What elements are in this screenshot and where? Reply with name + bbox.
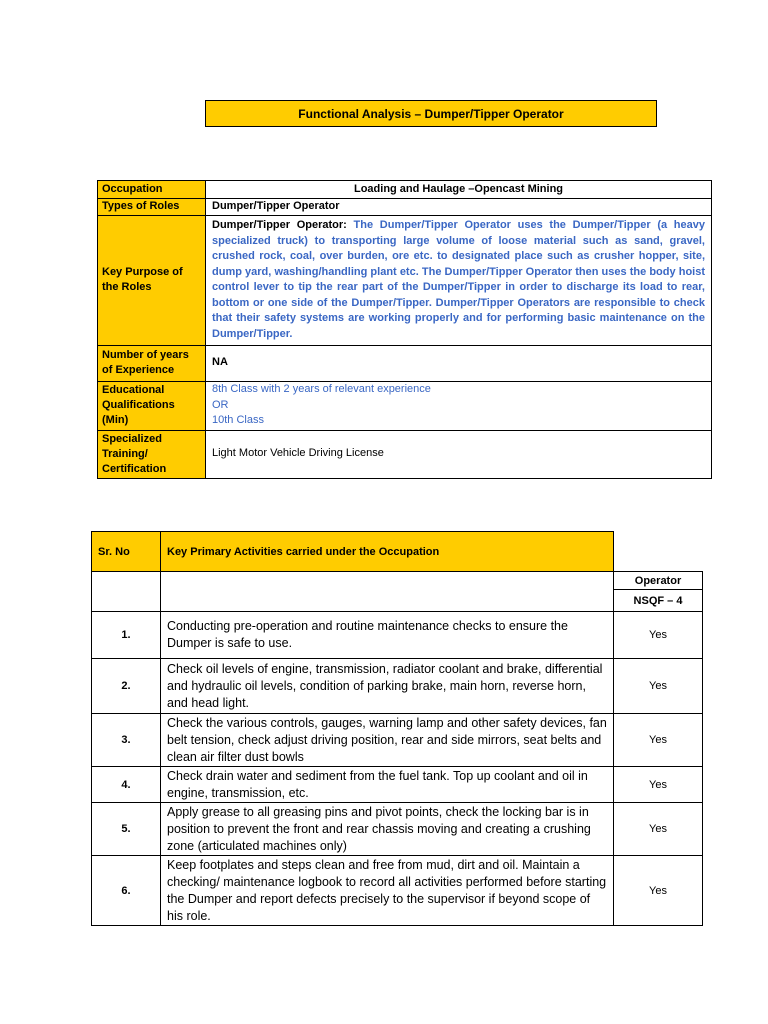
activities-table: [91, 531, 703, 926]
education-value: [206, 381, 712, 430]
education-line: OR: [212, 398, 229, 411]
occupation-value: Loading and Haulage –Opencast Mining: [206, 181, 712, 199]
row-sr: 4.: [92, 767, 161, 803]
row-activity: Check drain water and sediment from the fuel tank. Top up coolant and oil in engine, transmission, etc.: [161, 767, 614, 803]
training-value: Light Motor Vehicle Driving License: [206, 430, 712, 478]
row-value: Yes: [614, 767, 703, 803]
experience-label: Number of years of Experience: [98, 345, 206, 381]
nsqf-header: NSQF – 4: [614, 590, 703, 612]
education-line: 8th Class with 2 years of relevant experience: [212, 383, 431, 396]
row-value: Yes: [614, 803, 703, 856]
sr-no-header: Sr. No: [92, 532, 161, 572]
training-label: Specialized Training/ Certification: [98, 430, 206, 478]
purpose-lead: Dumper/Tipper Operator:: [212, 219, 347, 231]
row-sr: 5.: [92, 803, 161, 856]
occupation-label: Occupation: [98, 181, 206, 199]
row-sr: 3.: [92, 714, 161, 767]
types-of-roles-value: Dumper/Tipper Operator: [206, 199, 712, 216]
key-purpose-label: Key Purpose of the Roles: [98, 215, 206, 345]
row-activity: Keep footplates and steps clean and free from mud, dirt and oil. Maintain a checking/ maintenance logbook to record all activities performed before starting the Dumper and report defects precisely to the supervisor if beyond scope of his role.: [161, 856, 614, 926]
activity-header: Key Primary Activities carried under the Occupation: [161, 532, 614, 572]
row-value: Yes: [614, 856, 703, 926]
row-sr: 1.: [92, 612, 161, 659]
purpose-text: The Dumper/Tipper Operator uses the Dumper/Tipper (a heavy specialized truck) to transporting large volume of loose material such as sand, gravel, crushed rock, coal, over burden, ore etc. to designated place such as crusher hopper, site, dump yard, washing/handling plant etc. The Dumper/Tipper Operator then uses the body hoist control lever to tip the rear part of the Dumper/Tipper in order to discharge its load to rear, bottom or one side of the Dumper/Tipper. Dumper/Tipper Operators are responsible to check that their safety systems are working properly and for performing basic maintenance on the Dumper/Tipper.: [212, 219, 705, 340]
activity-blank-cell: [161, 572, 614, 612]
row-value: Yes: [614, 659, 703, 714]
row-value: Yes: [614, 612, 703, 659]
row-activity: Conducting pre-operation and routine maintenance checks to ensure the Dumper is safe to use.: [161, 612, 614, 659]
roles-table: [97, 180, 712, 479]
header-spacer: [614, 532, 703, 572]
row-activity: Check oil levels of engine, transmission, radiator coolant and brake, differential and hydraulic oil levels, condition of parking brake, main horn, reverse horn, and head light.: [161, 659, 614, 714]
row-sr: 6.: [92, 856, 161, 926]
row-value: Yes: [614, 714, 703, 767]
education-label: Educational Qualifications (Min): [98, 381, 206, 430]
types-of-roles-label: Types of Roles: [98, 199, 206, 216]
sr-blank-cell: [92, 572, 161, 612]
row-activity: Apply grease to all greasing pins and pivot points, check the locking bar is in position to prevent the front and rear chassis moving and creating a crushing zone (articulated machines only): [161, 803, 614, 856]
education-line: 10th Class: [212, 414, 264, 427]
document-title: Functional Analysis – Dumper/Tipper Operator: [205, 100, 657, 127]
row-activity: Check the various controls, gauges, warning lamp and other safety devices, fan belt tension, check adjust driving position, rear and side mirrors, seat belts and clean air filter dust bowls: [161, 714, 614, 767]
row-sr: 2.: [92, 659, 161, 714]
key-purpose-value: [206, 215, 712, 345]
experience-value: NA: [206, 345, 712, 381]
operator-header: Operator: [614, 572, 703, 590]
